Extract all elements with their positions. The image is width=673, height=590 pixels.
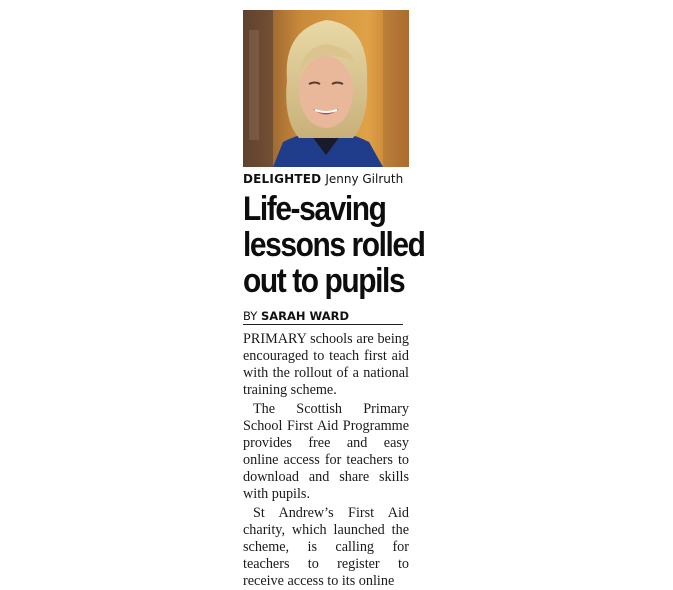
caption-name: Jenny Gilruth: [325, 172, 404, 186]
portrait-photo: [243, 10, 409, 167]
news-clipping: [243, 10, 425, 589]
headline-line: lessons rolled: [243, 226, 425, 264]
article-paragraph: St Andrew’s First Aid charity, which launched the scheme, is calling for teachers to register to receive access to its online: [243, 505, 409, 589]
article-paragraph: PRIMARY schools are being encouraged to teach first aid with the rollout of a national training scheme.: [243, 331, 409, 398]
byline-prefix: BY: [243, 309, 258, 323]
headline-line: Life-saving: [243, 190, 386, 228]
article-paragraph: The Scottish Primary School First Aid Programme provides free and easy online access for teachers to download and share skills with pupils.: [243, 401, 409, 502]
headline: [243, 190, 425, 300]
article-body: [243, 331, 409, 590]
headline-line: out to pupils: [243, 262, 405, 300]
photo-caption: [243, 170, 409, 188]
caption-kicker: DELIGHTED: [243, 172, 322, 186]
byline-author: SARAH WARD: [260, 309, 349, 323]
byline: [243, 308, 403, 325]
portrait-illustration: [243, 10, 409, 167]
